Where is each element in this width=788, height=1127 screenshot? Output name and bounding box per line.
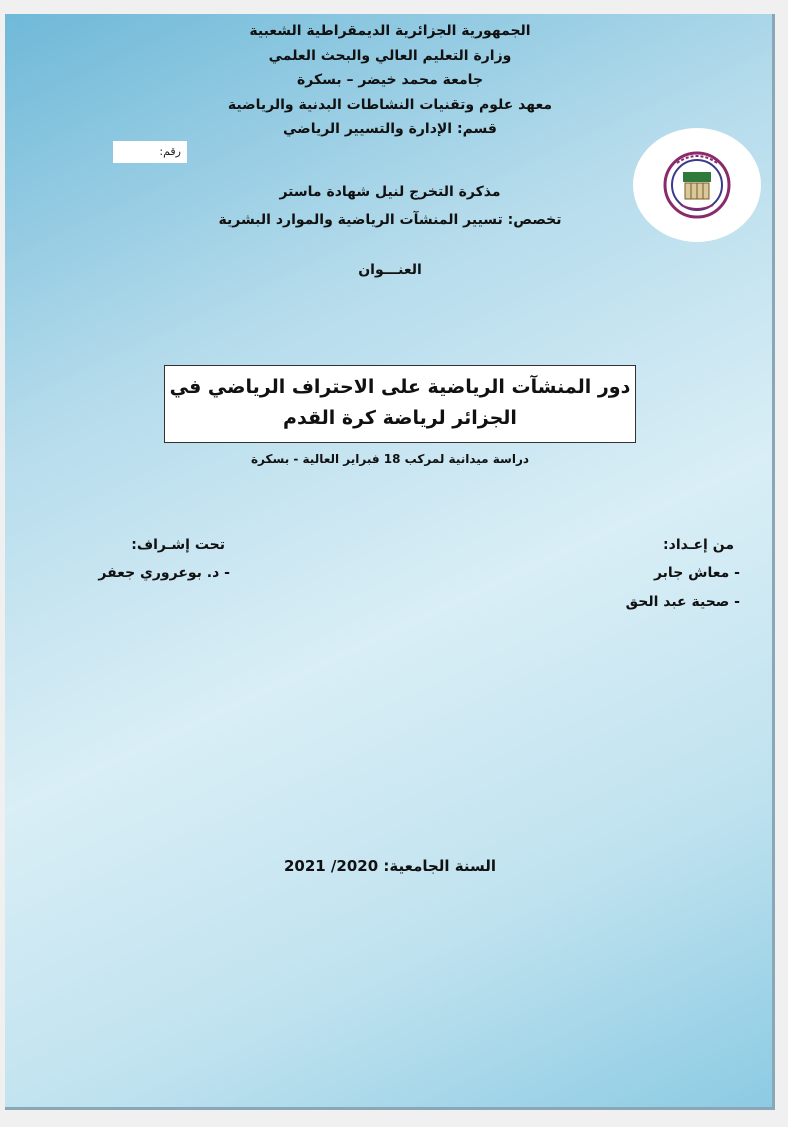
thesis-title-line-2: الجزائر لرياضة كرة القدم [283,407,517,429]
degree-line: مذكرة التخرج لنيل شهادة ماستر [279,184,501,200]
title-heading: العنـــوان [358,262,422,278]
author-name-1: - معاش جابر [653,565,740,581]
study-subtitle: دراسة ميدانية لمركب 18 فبراير العالية - بسكرة [250,452,530,466]
header-institute: معهد علوم وتقنيات النشاطات البدنية والرياضية [227,97,553,113]
supervisor-name: - د. بوعروري جعفر [98,565,230,581]
header-republic: الجمهورية الجزائرية الديمقراطية الشعبية [249,23,531,39]
authors-label: من إعـداد: [663,537,734,553]
supervisor-label: تحت إشـراف: [131,537,225,553]
thesis-title-box [164,365,636,443]
header-ministry: وزارة التعليم العالي والبحث العلمي [268,48,512,64]
thesis-title-line-1: دور المنشآت الرياضية على الاحتراف الرياضي في [169,376,631,398]
cover-page [5,14,775,1110]
author-name-2: - صحية عبد الحق [625,594,740,610]
header-university: جامعة محمد خيضر – بسكرة [296,72,484,88]
academic-year: السنة الجامعية: 2020/ 2021 [283,857,497,875]
reference-number-label: رقم: [113,141,187,163]
header-department: قسم: الإدارة والتسيير الرياضي [283,121,497,137]
specialty-line: تخصص: تسيير المنشآت الرياضية والموارد البشرية [218,212,562,228]
